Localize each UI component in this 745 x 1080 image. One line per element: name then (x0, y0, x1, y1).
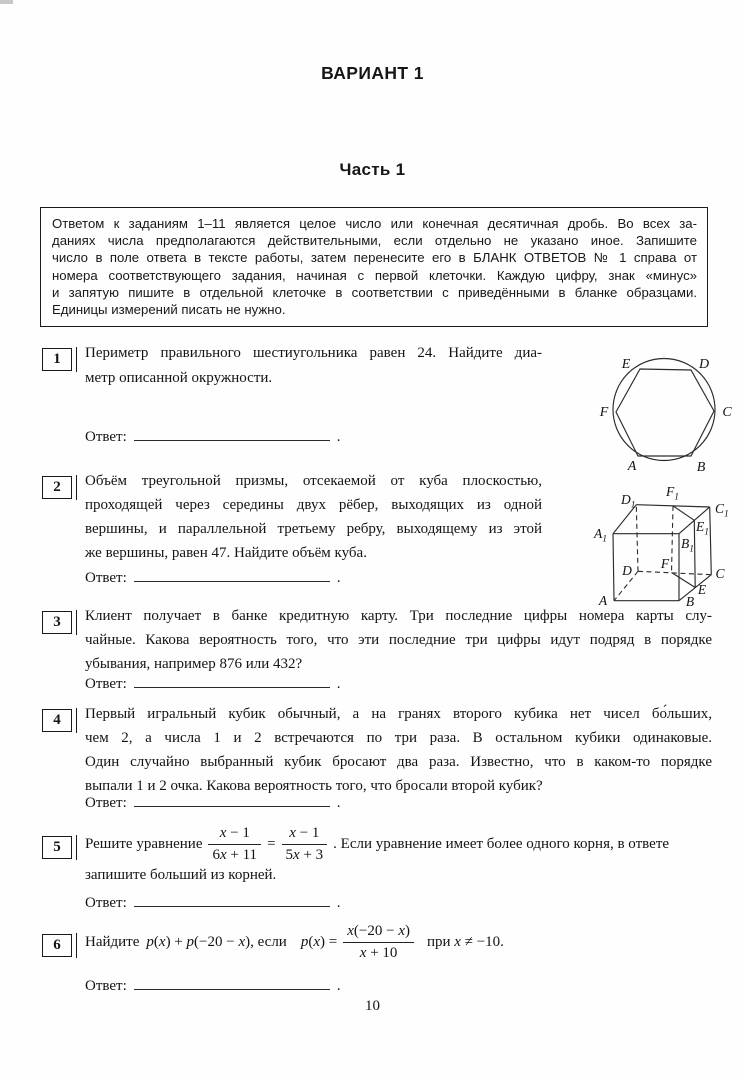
problem-3-number-box (42, 610, 77, 635)
number-divider (76, 933, 77, 958)
instruction-line: даниях числа предполагаются действительными, если отдельно не указано иное. Запишите (52, 233, 697, 249)
scan-artifact (0, 0, 13, 4)
problem-text: , если (250, 933, 287, 950)
answer-blank (134, 976, 330, 990)
part-title: Часть 1 (339, 160, 406, 179)
answer-blank (134, 674, 330, 688)
vertex-label-e: E (697, 582, 707, 597)
vertex-label-b: B (696, 460, 706, 474)
number-divider (76, 835, 77, 860)
answer-row-1 (85, 427, 341, 446)
vertex-label-d: D (698, 357, 710, 372)
problem-line: убывания, например 876 или 432? (85, 656, 303, 672)
vertex-label-c1: $C_1$ (715, 501, 729, 520)
cut-line (673, 506, 694, 520)
vertex-label-e1: $E_1$ (696, 519, 709, 538)
number-divider (76, 347, 77, 372)
fraction-numerator: x − 1 (208, 824, 261, 845)
problem-line: Периметр правильного шестиугольника равен 24. Найдите диа- (85, 345, 542, 361)
fraction-denominator: 6x + 11 (212, 846, 258, 863)
answer-period: . (336, 429, 341, 445)
instruction-line: Ответом к заданиям 1–11 является целое число или конечная десятичная дробь. Во всех за- (52, 216, 697, 231)
vertex-label-a: A (598, 593, 608, 608)
problem-line: чем 2, а числа 1 и 2 встречаются по три раза. В остальном кубики одинаковые. (85, 730, 712, 746)
fraction-numerator: x − 1 (282, 824, 328, 845)
cut-line (672, 573, 696, 588)
answer-label: Ответ: (85, 570, 127, 586)
fraction (343, 922, 414, 963)
cube-figure (593, 482, 745, 614)
number-divider (76, 708, 77, 733)
cut-hidden-line (672, 506, 674, 573)
problem-number: 1 (42, 348, 72, 371)
problem-4-number-box (42, 708, 77, 733)
cube-edge (710, 507, 712, 575)
instruction-line: и запятую пишите в отдельной клеточке в соответствии с приведёнными в бланке образцами. (52, 284, 697, 300)
problem-5-text (85, 863, 712, 887)
problem-number: 2 (42, 476, 72, 499)
answer-period: . (336, 570, 341, 586)
vertex-label-f1: $F_1$ (666, 484, 679, 503)
problem-line: запишите больший из корней. (85, 867, 277, 883)
cube-hidden-edge (636, 505, 638, 572)
answer-blank (134, 893, 330, 907)
number-divider (76, 610, 77, 635)
number-divider (76, 475, 77, 500)
problem-line: Клиент получает в банке кредитную карту. Три последние цифры номера карты слу- (85, 608, 712, 624)
answer-period: . (336, 978, 341, 994)
equals-sign: = (267, 835, 276, 852)
problem-2-number-box (42, 475, 77, 500)
answer-label: Ответ: (85, 895, 127, 911)
problem-line: выпали 1 и 2 очка. Какова вероятность того, что бросали второй кубик? (85, 778, 543, 794)
vertex-label-d: D (622, 563, 632, 578)
problem-2-text (85, 469, 542, 565)
math-expression: p(x) + p(−20 − x) (146, 933, 251, 950)
answer-row-5 (85, 893, 341, 912)
vertex-label-f: F (660, 556, 670, 571)
fraction (208, 824, 261, 865)
instruction-line: номера соответствующего задания, начиная с первой клеточки. Каждую цифру, знак «минус» (52, 267, 697, 283)
problem-4-text (85, 702, 712, 798)
answer-period: . (336, 895, 341, 911)
answer-blank (134, 427, 330, 441)
problem-text: Найдите (85, 933, 140, 950)
vertex-label-b1: $B_1$ (681, 536, 694, 555)
instruction-line: число в поле ответа в тексте работы, затем перенесите его в БЛАНК ОТВЕТОВ № 1 справа от (52, 250, 697, 266)
answer-label: Ответ: (85, 676, 127, 692)
math-expression: p(x) = (300, 933, 338, 950)
cube-edge (613, 534, 614, 601)
problem-line: чайные. Какова вероятность того, что эти последние три цифры идут подряд в порядке (85, 632, 712, 648)
problem-line: проходящей через середины двух рёбер, выходящих из одной (85, 497, 542, 513)
fraction-denominator: x + 10 (359, 944, 398, 961)
answer-label: Ответ: (85, 978, 127, 994)
fraction-numerator: x(−20 − x) (343, 922, 414, 943)
vertex-label-c: C (715, 566, 725, 581)
problem-1-number-box (42, 347, 77, 372)
problem-6-equation (85, 915, 504, 969)
problem-line: Один случайно выбранный кубик бросают два раза. Известно, что в каком-то порядке (85, 754, 712, 770)
problem-line: Объём треугольной призмы, отсекаемой от куба плоскостью, (85, 473, 542, 489)
answer-label: Ответ: (85, 795, 127, 811)
circumscribed-circle (613, 359, 715, 461)
problem-5-number-box (42, 835, 77, 860)
answer-period: . (336, 676, 341, 692)
answer-blank (134, 793, 330, 807)
problem-line: вершины, и параллельной третьему ребру, выходящему из этой (85, 521, 542, 537)
answer-blank (134, 568, 330, 582)
problem-text: . Если уравнение имеет более одного корня, в ответе (333, 835, 670, 852)
fraction (282, 824, 328, 865)
vertex-label-f: F (599, 405, 609, 420)
problem-number: 5 (42, 836, 72, 859)
vertex-label-e: E (621, 357, 631, 372)
problem-text: Решите уравнение (85, 835, 203, 852)
page-number: 10 (365, 998, 380, 1014)
hexagon-figure (596, 352, 745, 474)
problem-line: метр описанной окружности. (85, 370, 273, 386)
answer-row-3 (85, 674, 341, 693)
instructions-box (40, 207, 708, 327)
instruction-line: Единицы измерений писать не нужно. (52, 302, 286, 318)
problem-number: 4 (42, 709, 72, 732)
problem-number: 6 (42, 934, 72, 957)
answer-row-4 (85, 793, 341, 812)
vertex-label-c: C (722, 405, 732, 420)
vertex-label-d1: $D_1$ (621, 492, 636, 511)
vertex-label-a: A (627, 459, 637, 474)
problem-line: же вершины, равен 47. Найдите объём куба. (85, 545, 367, 561)
answer-row-6 (85, 976, 341, 995)
problem-3-text (85, 604, 712, 676)
answer-period: . (336, 795, 341, 811)
vertex-label-a1: $A_1$ (594, 526, 607, 545)
fraction-denominator: 5x + 3 (285, 846, 324, 863)
math-expression: при x ≠ −10. (426, 933, 504, 950)
problem-number: 3 (42, 611, 72, 634)
problem-1-text (85, 341, 542, 391)
problem-line: Первый игральный кубик обычный, а на гранях второго кубика нет чисел бо́льших, (85, 706, 712, 722)
hexagon-shape (616, 369, 714, 456)
answer-label: Ответ: (85, 429, 127, 445)
answer-row-2 (85, 568, 341, 587)
problem-6-number-box (42, 933, 77, 958)
variant-title: ВАРИАНТ 1 (321, 63, 424, 83)
vertex-label-b: B (685, 594, 695, 609)
